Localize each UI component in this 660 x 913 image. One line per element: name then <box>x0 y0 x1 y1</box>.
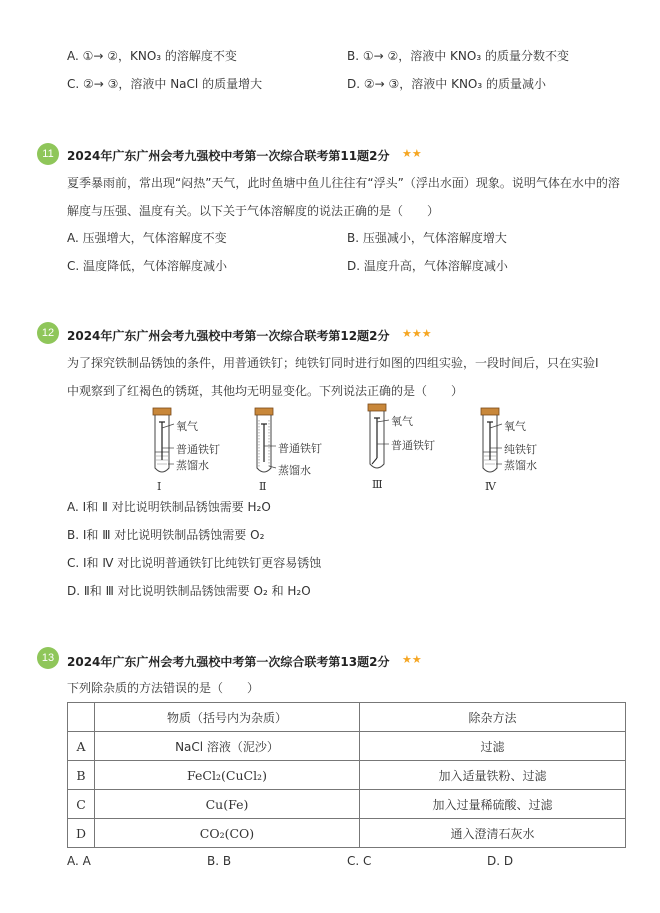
tube3-roman: Ⅲ <box>372 478 383 491</box>
q11-option-a[interactable]: A. 压强增大，气体溶解度不变 <box>67 231 227 245</box>
q10-option-a[interactable]: A. ①→ ②，KNO₃ 的溶解度不变 <box>67 49 237 63</box>
table-row <box>68 819 626 848</box>
table-cell: B <box>68 761 95 790</box>
question-number-badge: 13 <box>37 647 59 669</box>
question-number-badge: 11 <box>37 143 59 165</box>
tube2-water-label: 蒸馏水 <box>278 464 311 477</box>
tube2-roman: Ⅱ <box>259 480 267 493</box>
table-cell: NaCl 溶液（泥沙） <box>95 732 360 761</box>
difficulty-stars: ★★ <box>402 147 422 160</box>
difficulty-stars: ★★★ <box>402 327 432 340</box>
table-header-cell <box>68 703 95 732</box>
q12-option-a[interactable]: A. Ⅰ和 Ⅱ 对比说明铁制品锈蚀需要 H₂O <box>67 500 271 514</box>
q12-option-c[interactable]: C. Ⅰ和 Ⅳ 对比说明普通铁钉比纯铁钉更容易锈蚀 <box>67 556 322 570</box>
tube3-oxygen-label: 氧气 <box>391 415 413 428</box>
q11-option-c[interactable]: C. 温度降低，气体溶解度减小 <box>67 259 228 273</box>
q10-option-c[interactable]: C. ②→ ③，溶液中 NaCl 的质量增大 <box>67 77 263 91</box>
question-stem-line: 中观察到了红褐色的锈斑，其他均无明显变化。下列说法正确的是（ ） <box>67 384 464 398</box>
tube1-roman: Ⅰ <box>157 480 162 493</box>
question-title: 2024年广东广州会考九强校中考第一次综合联考第11题2分 <box>67 149 390 163</box>
test-tube-2 <box>255 408 276 472</box>
question-title: 2024年广东广州会考九强校中考第一次综合联考第12题2分 <box>67 329 390 343</box>
difficulty-stars: ★★ <box>402 653 422 666</box>
table-cell: 加入适量铁粉、过滤 <box>360 761 626 790</box>
test-tube-1 <box>153 408 174 472</box>
table-cell: CO₂(CO) <box>95 819 360 848</box>
question-title: 2024年广东广州会考九强校中考第一次综合联考第13题2分 <box>67 655 390 669</box>
table-cell: A <box>68 732 95 761</box>
question-stem: 下列除杂质的方法错误的是（ ） <box>67 681 260 695</box>
table-row <box>68 732 626 761</box>
impurity-removal-table <box>67 702 626 848</box>
q13-option-a[interactable]: A. A <box>67 854 91 868</box>
tube2-nail-label: 普通铁钉 <box>278 442 322 455</box>
table-cell: 通入澄清石灰水 <box>360 819 626 848</box>
table-header-row <box>68 703 626 732</box>
q11-option-b[interactable]: B. 压强减小，气体溶解度增大 <box>347 231 507 245</box>
table-header-cell: 除杂方法 <box>360 703 626 732</box>
question-stem-line: 为了探究铁制品锈蚀的条件，用普通铁钉；纯铁钉同时进行如图的四组实验，一段时间后，只在实验Ⅰ <box>67 356 599 370</box>
q10-option-d[interactable]: D. ②→ ③，溶液中 KNO₃ 的质量减小 <box>347 77 546 91</box>
table-cell: C <box>68 790 95 819</box>
tube4-water-label: 蒸馏水 <box>504 459 537 472</box>
table-cell: FeCl₂(CuCl₂) <box>95 761 360 790</box>
tube4-oxygen-label: 氧气 <box>504 420 526 433</box>
table-row <box>68 790 626 819</box>
tube1-nail-label: 普通铁钉 <box>176 443 220 456</box>
q12-option-b[interactable]: B. Ⅰ和 Ⅲ 对比说明铁制品锈蚀需要 O₂ <box>67 528 265 542</box>
question-stem-line: 夏季暴雨前，常出现“闷热”天气，此时鱼塘中鱼儿往往有“浮头”（浮出水面）现象。说明气体在水中的溶 <box>67 176 620 190</box>
table-header-cell: 物质（括号内为杂质） <box>95 703 360 732</box>
test-tube-4 <box>481 408 502 472</box>
q11-option-d[interactable]: D. 温度升高，气体溶解度减小 <box>347 259 508 273</box>
table-row <box>68 761 626 790</box>
table-cell: 加入过量稀硫酸、过滤 <box>360 790 626 819</box>
q10-option-b[interactable]: B. ①→ ②，溶液中 KNO₃ 的质量分数不变 <box>347 49 569 63</box>
q13-option-c[interactable]: C. C <box>347 854 372 868</box>
test-tube-3 <box>368 404 389 468</box>
q13-option-d[interactable]: D. D <box>487 854 514 868</box>
question-number-badge: 12 <box>37 322 59 344</box>
tube4-nail-label: 纯铁钉 <box>504 443 537 456</box>
q12-option-d[interactable]: D. Ⅱ和 Ⅲ 对比说明铁制品锈蚀需要 O₂ 和 H₂O <box>67 584 311 598</box>
table-cell: 过滤 <box>360 732 626 761</box>
tube3-nail-label: 普通铁钉 <box>391 439 435 452</box>
tube1-water-label: 蒸馏水 <box>176 459 209 472</box>
tube1-oxygen-label: 氧气 <box>176 420 198 433</box>
table-cell: Cu(Fe) <box>95 790 360 819</box>
q13-option-b[interactable]: B. B <box>207 854 232 868</box>
tube4-roman: Ⅳ <box>485 480 496 493</box>
question-stem-line: 解度与压强、温度有关。以下关于气体溶解度的说法正确的是（ ） <box>67 204 440 218</box>
table-cell: D <box>68 819 95 848</box>
